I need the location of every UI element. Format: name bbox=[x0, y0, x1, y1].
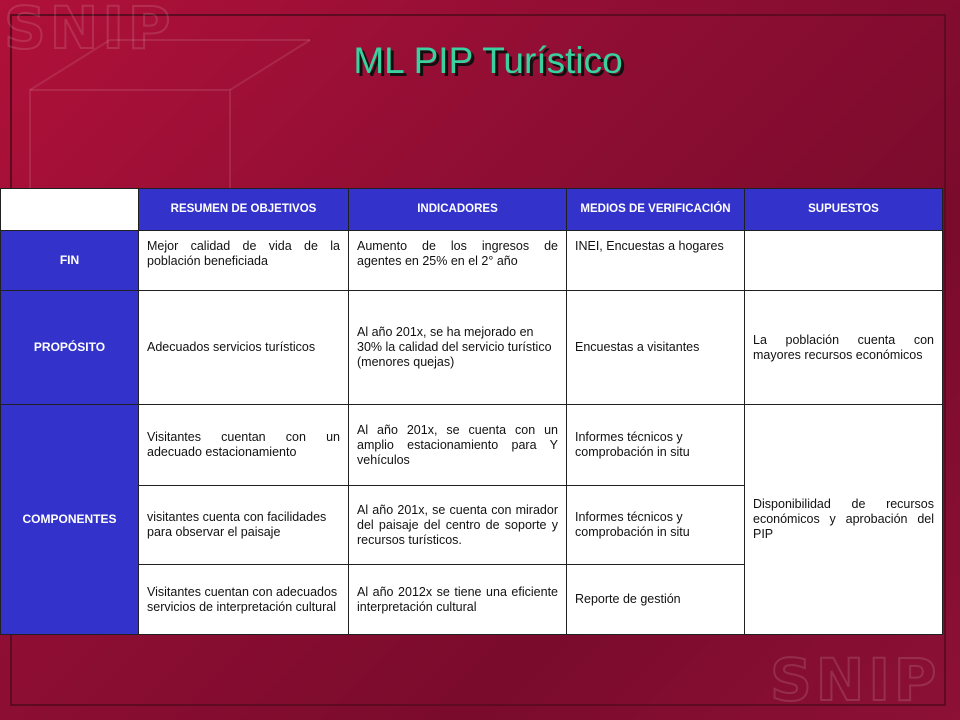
row-label-proposito: PROPÓSITO bbox=[1, 291, 139, 405]
table-row-proposito bbox=[1, 291, 943, 405]
logical-framework-table bbox=[0, 188, 943, 635]
cell-medios: Encuestas a visitantes bbox=[567, 291, 745, 405]
slide-title: ML PIP Turístico bbox=[353, 40, 623, 81]
cell-medios: INEI, Encuestas a hogares bbox=[567, 231, 745, 291]
row-label-fin: FIN bbox=[1, 231, 139, 291]
cell-resumen: Visitantes cuentan con un adecuado estacionamiento bbox=[139, 405, 349, 486]
header-indicadores: INDICADORES bbox=[349, 189, 567, 231]
row-label-componentes: COMPONENTES bbox=[1, 405, 139, 635]
header-supuestos: SUPUESTOS bbox=[745, 189, 943, 231]
cell-resumen: Mejor calidad de vida de la población beneficiada bbox=[139, 231, 349, 291]
cell-indicadores: Al año 201x, se ha mejorado en 30% la calidad del servicio turístico (menores quejas) bbox=[349, 291, 567, 405]
watermark-top: SNIP bbox=[4, 0, 175, 62]
cell-supuestos: La población cuenta con mayores recursos económicos bbox=[745, 291, 943, 405]
cell-supuestos: Disponibilidad de recursos económicos y aprobación del PIP bbox=[745, 405, 943, 635]
watermark-bottom: SNIP bbox=[770, 646, 941, 714]
cell-indicadores: Al año 201x, se cuenta con un amplio estacionamiento para Y vehículos bbox=[349, 405, 567, 486]
cell-medios: Informes técnicos y comprobación in situ bbox=[567, 405, 745, 486]
cell-medios: Reporte de gestión bbox=[567, 565, 745, 635]
header-resumen: RESUMEN DE OBJETIVOS bbox=[139, 189, 349, 231]
cell-medios: Informes técnicos y comprobación in situ bbox=[567, 486, 745, 565]
cell-indicadores: Al año 201x, se cuenta con mirador del paisaje del centro de soporte y recursos turísticos. bbox=[349, 486, 567, 565]
cell-supuestos bbox=[745, 231, 943, 291]
header-medios: MEDIOS DE VERIFICACIÓN bbox=[567, 189, 745, 231]
header-row bbox=[1, 189, 943, 231]
cell-resumen: Visitantes cuentan con adecuados servicios de interpretación cultural bbox=[139, 565, 349, 635]
cell-indicadores: Al año 2012x se tiene una eficiente interpretación cultural bbox=[349, 565, 567, 635]
table-row-fin bbox=[1, 231, 943, 291]
cell-resumen: visitantes cuenta con facilidades para observar el paisaje bbox=[139, 486, 349, 565]
table-row-componente-1 bbox=[1, 405, 943, 486]
cell-indicadores: Aumento de los ingresos de agentes en 25% en el 2° año bbox=[349, 231, 567, 291]
cell-resumen: Adecuados servicios turísticos bbox=[139, 291, 349, 405]
header-corner bbox=[1, 189, 139, 231]
